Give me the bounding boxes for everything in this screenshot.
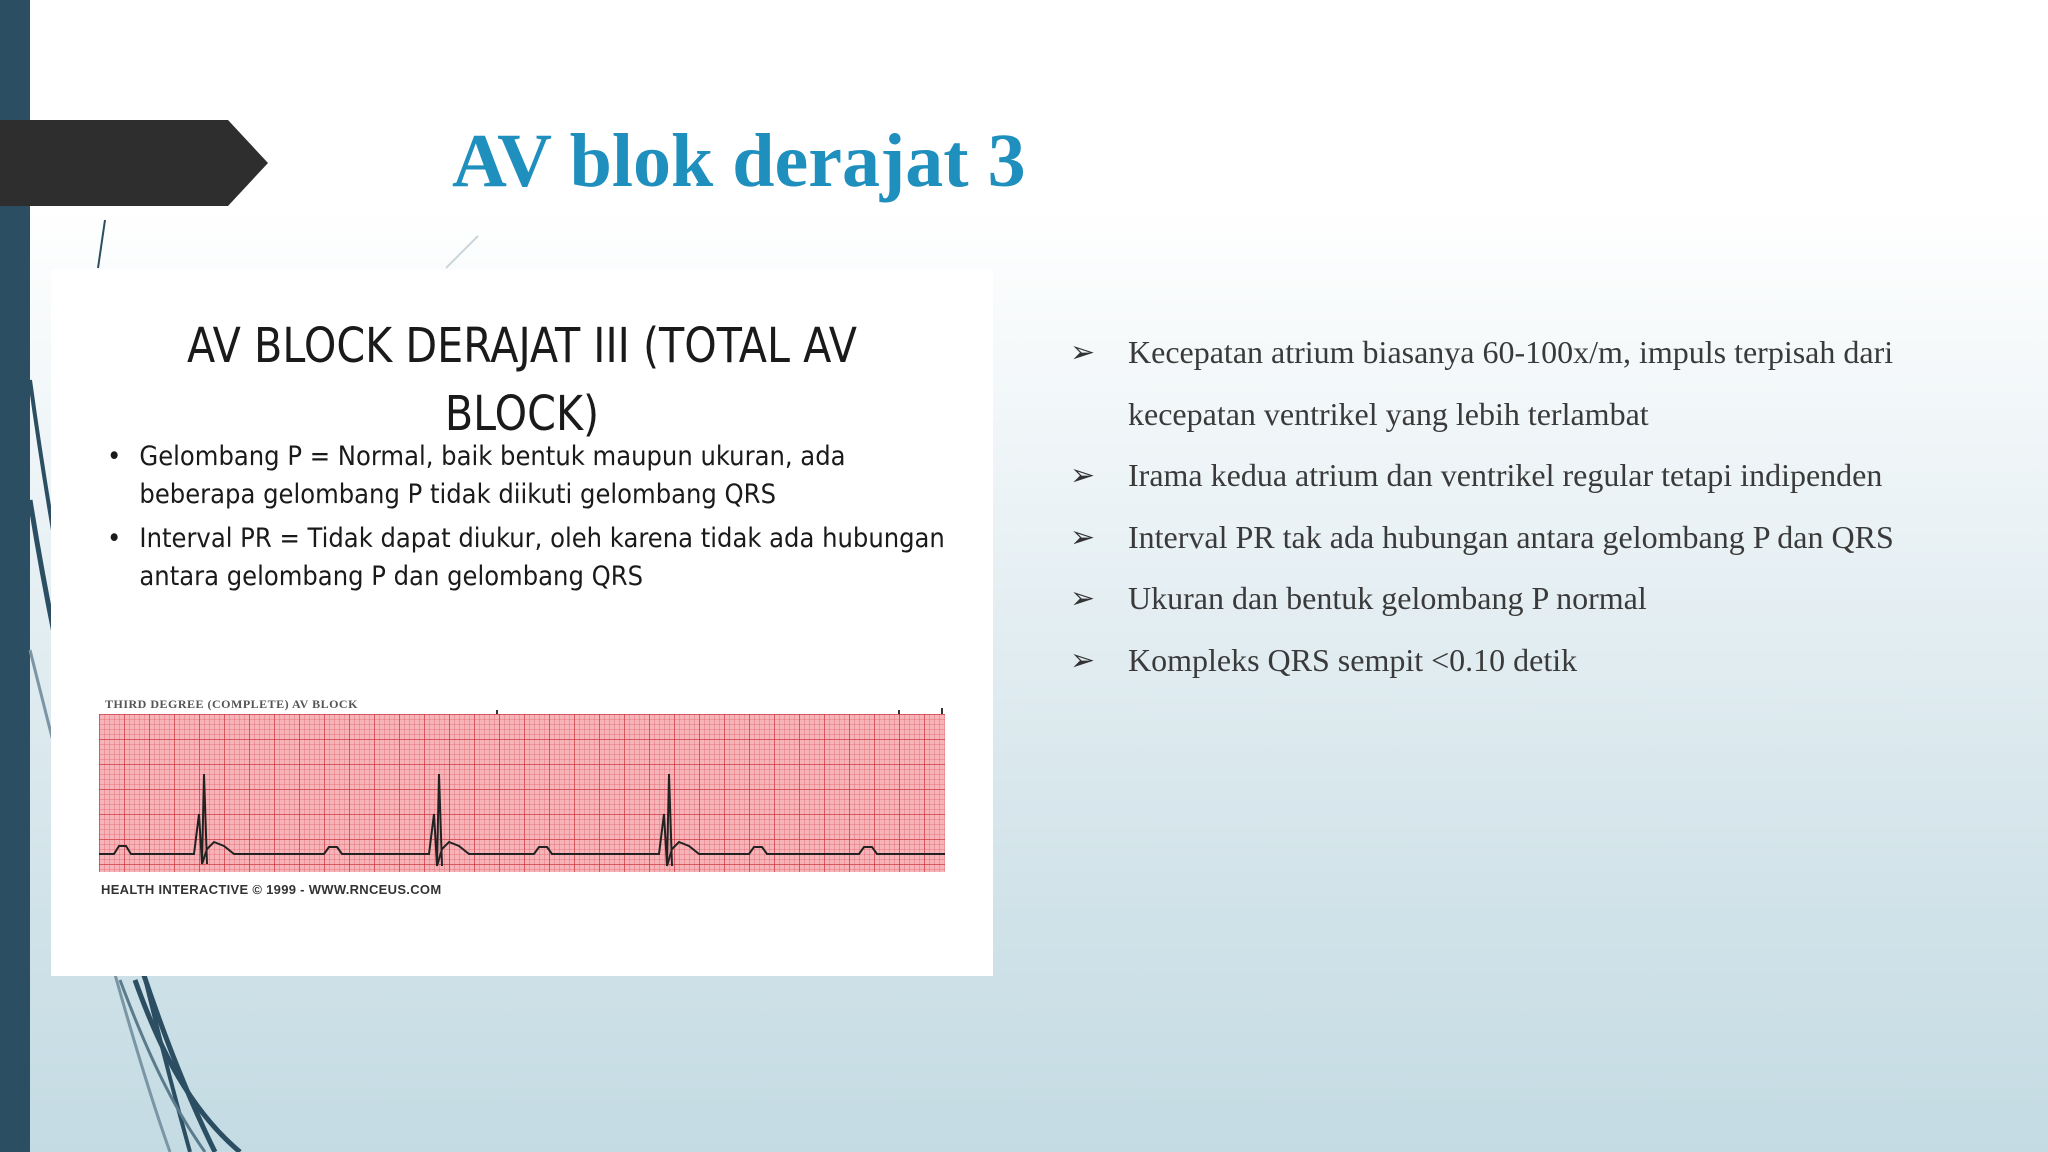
image-credit: HEALTH INTERACTIVE © 1999 - WWW.RNCEUS.COM [101, 882, 442, 897]
ecg-slide-image [51, 270, 993, 976]
ecg-waveform [99, 714, 945, 872]
list-item-text: Kecepatan atrium biasanya 60-100x/m, impuls terpisah dari kecepatan ventrikel yang lebih terlambat [1128, 334, 1894, 432]
list-item [1068, 630, 1988, 692]
title-arrow-shape [0, 120, 270, 206]
arrow-bullet-icon: ➢ [1070, 582, 1096, 615]
image-bullet-item: • Interval PR = Tidak dapat diukur, oleh karena tidak ada hubungan antara gelombang P dan gelombang QRS [107, 520, 949, 596]
image-bullet-item: • Gelombang P = Normal, baik bentuk maupun ukuran, ada beberapa gelombang P tidak diikuti gelombang QRS [107, 438, 949, 514]
list-item [1068, 322, 1988, 445]
arrow-bullet-icon: ➢ [1070, 459, 1096, 492]
slide-title: AV blok derajat 3 [452, 119, 1026, 203]
list-item [1068, 568, 1988, 630]
image-bullet-list [107, 438, 947, 602]
list-item-text: Irama kedua atrium dan ventrikel regular tetapi indipenden [1128, 457, 1883, 493]
arrow-bullet-icon: ➢ [1070, 520, 1096, 554]
list-item [1068, 507, 1988, 569]
content-bullet-list [1068, 322, 1988, 691]
list-item-text: Interval PR tak ada hubungan antara gelombang P dan QRS [1128, 518, 1894, 555]
list-item [1068, 445, 1988, 507]
list-item-text: Kompleks QRS sempit <0.10 detik [1128, 641, 1578, 678]
ecg-strip-caption: THIRD DEGREE (COMPLETE) AV BLOCK [105, 697, 358, 711]
image-heading: AV BLOCK DERAJAT III (TOTAL AV BLOCK) [187, 318, 857, 442]
arrow-bullet-icon: ➢ [1070, 643, 1096, 677]
arrow-bullet-icon: ➢ [1070, 336, 1096, 369]
list-item-text: Ukuran dan bentuk gelombang P normal [1128, 580, 1647, 616]
